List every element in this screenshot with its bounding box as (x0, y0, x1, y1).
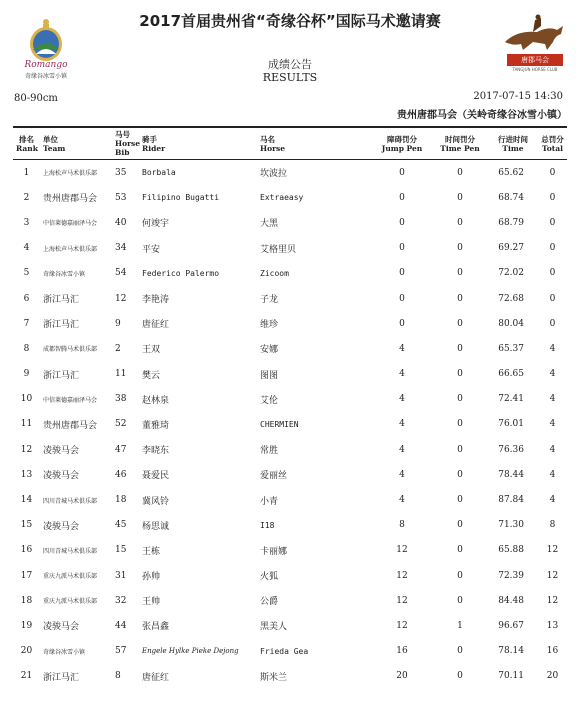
cell-rider: 唐征红 (142, 320, 170, 331)
cell-time-pen: 0 (457, 671, 463, 682)
cell-rider: 聂爱民 (142, 471, 170, 482)
cell-jump-pen: 4 (399, 495, 405, 506)
col-time-pen: 时间罚分 Time Pen (432, 127, 488, 160)
page-title: 2017首届贵州省“奇缘谷杯”国际马术邀请赛 (139, 12, 441, 30)
cell-jump-pen: 0 (399, 318, 405, 329)
col-jump-pen: 障碍罚分 Jump Pen (372, 127, 432, 160)
cell-rank: 13 (20, 469, 33, 480)
cell-time: 76.36 (498, 444, 524, 455)
cell-team: 上海松声马术俱乐部 (43, 245, 98, 253)
cell-horse: 坎波拉 (260, 169, 288, 180)
cell-time: 72.41 (498, 394, 524, 405)
cell-jump-pen: 4 (399, 444, 405, 455)
cell-jump-pen: 4 (399, 419, 405, 430)
table-row (13, 412, 567, 437)
cell-horse: 卡丽娜 (260, 546, 288, 557)
cell-rider: 王双 (142, 345, 161, 356)
cell-rank: 15 (20, 520, 33, 531)
cell-bib: 32 (115, 595, 127, 606)
results-table (13, 126, 567, 689)
cell-bib: 52 (115, 419, 127, 430)
cell-jump-pen: 0 (399, 293, 405, 304)
table-row (13, 664, 567, 689)
cell-bib: 12 (115, 293, 127, 304)
table-row (13, 462, 567, 487)
cell-bib: 31 (115, 570, 127, 581)
cell-bib: 46 (115, 469, 127, 480)
cell-bib: 44 (115, 620, 127, 631)
cell-jump-pen: 16 (396, 646, 408, 657)
cell-time: 68.74 (498, 192, 524, 203)
cell-team: 中信莱德嘉丽泽马会 (43, 396, 98, 404)
cell-time: 96.67 (498, 620, 524, 631)
cell-time: 72.02 (498, 268, 524, 279)
cell-total: 0 (549, 268, 556, 279)
table-row (13, 311, 567, 336)
cell-total: 4 (549, 444, 556, 455)
cell-horse: 常胜 (260, 446, 279, 457)
cell-time: 84.48 (498, 595, 524, 606)
col-time: 行进时间 Time (488, 127, 538, 160)
cell-time-pen: 0 (457, 369, 463, 380)
cell-time-pen: 0 (457, 343, 463, 354)
event-venue: 贵州唐郡马会（关岭奇缘谷冰雪小镇） (397, 110, 567, 121)
cell-horse: Extraeasy (260, 193, 304, 203)
cell-total: 0 (549, 192, 556, 203)
cell-team: 浙江马汇 (43, 320, 80, 331)
cell-jump-pen: 4 (399, 343, 405, 354)
cell-bib: 11 (115, 369, 127, 380)
cell-rank: 17 (20, 570, 33, 581)
cell-rank: 4 (23, 243, 30, 254)
cell-team: 成都智腾马术俱乐部 (43, 346, 98, 354)
cell-time: 66.65 (498, 369, 524, 380)
table-row (13, 236, 567, 261)
table-row (13, 513, 567, 538)
results-heading-cn: 成绩公告 (268, 58, 312, 71)
cell-rank: 20 (20, 646, 33, 657)
cell-bib: 9 (115, 318, 121, 329)
cell-jump-pen: 4 (399, 369, 405, 380)
cell-horse: 维珍 (260, 320, 279, 331)
cell-time-pen: 0 (457, 243, 463, 254)
cell-jump-pen: 0 (399, 243, 405, 254)
col-total: 总罚分 Total (538, 127, 567, 160)
cell-time: 72.68 (498, 293, 524, 304)
cell-rider: Filipino Bugatti (142, 193, 220, 203)
cell-rider: Engele Hylke Pieke Dejong (142, 647, 239, 656)
cell-team: 重庆九派马术俱乐部 (43, 573, 98, 581)
cell-team: 凌骏马会 (43, 446, 80, 457)
cell-horse: Frieda Gea (260, 646, 309, 656)
cell-rider: 张昌鑫 (142, 622, 170, 633)
cell-time-pen: 0 (457, 318, 463, 329)
table-row (13, 538, 567, 563)
cell-total: 0 (549, 318, 556, 329)
cell-total: 4 (549, 394, 556, 405)
tangjun-club-label: 唐郡马会 (507, 54, 563, 66)
cell-rank: 19 (20, 620, 33, 631)
table-row (13, 588, 567, 613)
cell-horse: Zicoom (260, 268, 289, 278)
cell-horse: 图图 (260, 370, 279, 381)
class-height: 80-90cm (14, 93, 58, 104)
cell-bib: 57 (115, 646, 127, 657)
cell-time-pen: 0 (457, 217, 463, 228)
col-rider: 骑手 Rider (139, 127, 257, 160)
cell-rider: 孙帅 (142, 572, 161, 583)
tangjun-club-english: TANGJUN HORSE CLUB (512, 67, 558, 72)
cell-rank: 1 (23, 167, 30, 178)
cell-team: 贵州唐郡马会 (43, 420, 98, 431)
cell-rider: Federico Palermo (142, 268, 220, 278)
col-team: 单位 Team (40, 127, 112, 160)
cell-total: 0 (549, 293, 556, 304)
table-row (13, 362, 567, 387)
cell-team: 上海松声马术俱乐部 (43, 170, 98, 178)
cell-time: 65.88 (498, 545, 524, 556)
cell-rank: 2 (23, 192, 30, 203)
cell-bib: 40 (115, 217, 127, 228)
cell-rider: 王帅 (142, 597, 161, 608)
cell-horse: 黑美人 (260, 622, 288, 633)
cell-total: 0 (549, 243, 556, 254)
cell-jump-pen: 12 (396, 595, 408, 606)
cell-team: 重庆九派马术俱乐部 (43, 598, 98, 606)
cell-rider: 平安 (142, 244, 161, 255)
cell-total: 12 (546, 545, 559, 556)
cell-jump-pen: 0 (399, 268, 405, 279)
table-row (13, 387, 567, 412)
cell-rider: 王栋 (142, 546, 161, 557)
cell-team: 凌骏马会 (43, 521, 80, 532)
table-row (13, 286, 567, 311)
cell-time-pen: 0 (457, 646, 463, 657)
cell-time-pen: 0 (457, 469, 463, 480)
cell-horse: 安娜 (260, 345, 279, 356)
table-row (13, 613, 567, 638)
cell-total: 12 (546, 595, 559, 606)
cell-rider: 唐征红 (142, 672, 170, 683)
col-rank: 排名 Rank (13, 127, 40, 160)
cell-bib: 45 (115, 520, 127, 531)
cell-horse: 斯米兰 (260, 672, 288, 683)
cell-total: 4 (549, 495, 556, 506)
cell-time-pen: 0 (457, 268, 463, 279)
table-row (13, 185, 567, 210)
cell-rank: 6 (23, 293, 30, 304)
cell-team: 贵州唐郡马会 (43, 194, 98, 205)
cell-bib: 38 (115, 394, 127, 405)
cell-time-pen: 0 (457, 293, 463, 304)
cell-bib: 53 (115, 192, 127, 203)
col-bib: 马号 Horse Bib (112, 127, 139, 160)
cell-rider: 冀风铃 (142, 496, 170, 507)
cell-rank: 12 (20, 444, 33, 455)
cell-rider: 李艳涛 (142, 295, 170, 306)
cell-total: 4 (549, 343, 556, 354)
cell-team: 奇缘谷冰雪小镇 (43, 270, 86, 278)
romango-brand-subtext: 奇缘谷冰雪小镇 (24, 73, 67, 80)
cell-time-pen: 0 (457, 520, 463, 531)
cell-horse: 爱丽丝 (260, 471, 288, 482)
table-row (13, 563, 567, 588)
cell-jump-pen: 12 (396, 545, 408, 556)
cell-time: 78.14 (498, 646, 524, 657)
cell-total: 4 (549, 419, 556, 430)
event-datetime: 2017-07-15 14:30 (473, 91, 563, 102)
cell-team: 四川青城马术俱乐部 (43, 547, 98, 555)
cell-horse: 大黑 (260, 219, 279, 230)
table-header-row (13, 127, 567, 160)
cell-total: 4 (549, 369, 556, 380)
col-horse: 马名 Horse (257, 127, 372, 160)
cell-rank: 18 (20, 595, 33, 606)
cell-bib: 54 (115, 268, 127, 279)
cell-total: 0 (549, 167, 556, 178)
cell-team: 浙江马汇 (43, 370, 80, 381)
cell-rider: 赵林泉 (142, 395, 170, 406)
cell-time-pen: 0 (457, 444, 463, 455)
cell-horse: 小青 (260, 496, 279, 507)
cell-total: 0 (549, 217, 556, 228)
cell-rank: 14 (20, 495, 33, 506)
romango-brand-text: Romango (24, 60, 68, 70)
cell-rank: 21 (20, 671, 33, 682)
cell-team: 奇缘谷冰雪小镇 (43, 648, 86, 656)
table-row (13, 336, 567, 361)
cell-jump-pen: 12 (396, 570, 408, 581)
table-row (13, 487, 567, 512)
cell-total: 16 (546, 646, 559, 657)
cell-time: 68.79 (498, 217, 524, 228)
cell-horse: 艾伦 (260, 395, 279, 406)
cell-time: 65.37 (498, 343, 524, 354)
cell-horse: CHERMIEN (260, 419, 299, 429)
cell-rider: 樊云 (142, 370, 161, 381)
cell-jump-pen: 12 (396, 620, 408, 631)
cell-total: 8 (549, 520, 556, 531)
cell-rank: 3 (23, 217, 30, 228)
romango-emblem-icon (14, 14, 78, 62)
cell-bib: 18 (115, 495, 127, 506)
results-heading-en: RESULTS (262, 71, 318, 84)
cell-jump-pen: 0 (399, 192, 405, 203)
cell-time: 70.11 (498, 671, 524, 682)
cell-time-pen: 0 (457, 192, 463, 203)
cell-time-pen: 0 (457, 570, 463, 581)
cell-bib: 15 (115, 545, 127, 556)
cell-time: 76.01 (498, 419, 524, 430)
cell-rank: 9 (23, 369, 30, 380)
horse-rider-icon (497, 12, 573, 54)
cell-time-pen: 0 (457, 595, 463, 606)
cell-time: 71.30 (498, 520, 524, 531)
cell-rank: 10 (20, 394, 33, 405)
table-row (13, 261, 567, 286)
cell-jump-pen: 0 (399, 217, 405, 228)
cell-jump-pen: 0 (399, 167, 405, 178)
table-row (13, 160, 567, 186)
cell-time-pen: 1 (457, 620, 463, 631)
cell-total: 4 (549, 469, 556, 480)
cell-team: 浙江马汇 (43, 672, 80, 683)
cell-rank: 5 (23, 268, 30, 279)
table-row (13, 639, 567, 664)
cell-rank: 16 (20, 545, 33, 556)
cell-total: 20 (546, 671, 559, 682)
cell-jump-pen: 4 (399, 469, 405, 480)
table-row (13, 210, 567, 235)
cell-time: 87.84 (498, 495, 524, 506)
cell-horse: 公爵 (260, 597, 279, 608)
cell-bib: 2 (115, 343, 121, 354)
cell-jump-pen: 20 (396, 671, 408, 682)
cell-horse: 艾格里贝 (260, 244, 297, 255)
cell-team: 四川青城马术俱乐部 (43, 497, 98, 505)
cell-bib: 35 (115, 167, 127, 178)
cell-time-pen: 0 (457, 545, 463, 556)
cell-rider: 李晓东 (142, 446, 170, 457)
cell-team: 浙江马汇 (43, 295, 80, 306)
cell-bib: 8 (115, 671, 121, 682)
cell-horse: 子龙 (260, 295, 279, 306)
cell-team: 中信莱德嘉丽泽马会 (43, 220, 98, 228)
table-row (13, 437, 567, 462)
cell-time: 72.39 (498, 570, 524, 581)
cell-jump-pen: 8 (399, 520, 405, 531)
cell-bib: 47 (115, 444, 127, 455)
cell-rider: Borbala (142, 168, 176, 178)
cell-rank: 8 (23, 343, 30, 354)
cell-total: 12 (546, 570, 559, 581)
cell-team: 凌骏马会 (43, 622, 80, 633)
cell-rider: 董雅琦 (142, 420, 170, 431)
cell-time: 80.04 (498, 318, 524, 329)
cell-time: 65.62 (498, 167, 524, 178)
cell-time-pen: 0 (457, 495, 463, 506)
cell-time-pen: 0 (457, 167, 463, 178)
cell-time: 78.44 (498, 469, 524, 480)
cell-time-pen: 0 (457, 394, 463, 405)
cell-horse: 火狐 (260, 572, 279, 583)
cell-rider: 何竣宇 (142, 219, 170, 230)
cell-time-pen: 0 (457, 419, 463, 430)
cell-total: 13 (546, 620, 559, 631)
cell-rider: 杨思诚 (142, 521, 170, 532)
cell-time: 69.27 (498, 243, 524, 254)
cell-jump-pen: 4 (399, 394, 405, 405)
cell-team: 凌骏马会 (43, 471, 80, 482)
cell-rank: 7 (23, 318, 30, 329)
cell-bib: 34 (115, 243, 127, 254)
cell-rank: 11 (20, 419, 33, 430)
cell-horse: I18 (260, 520, 275, 530)
